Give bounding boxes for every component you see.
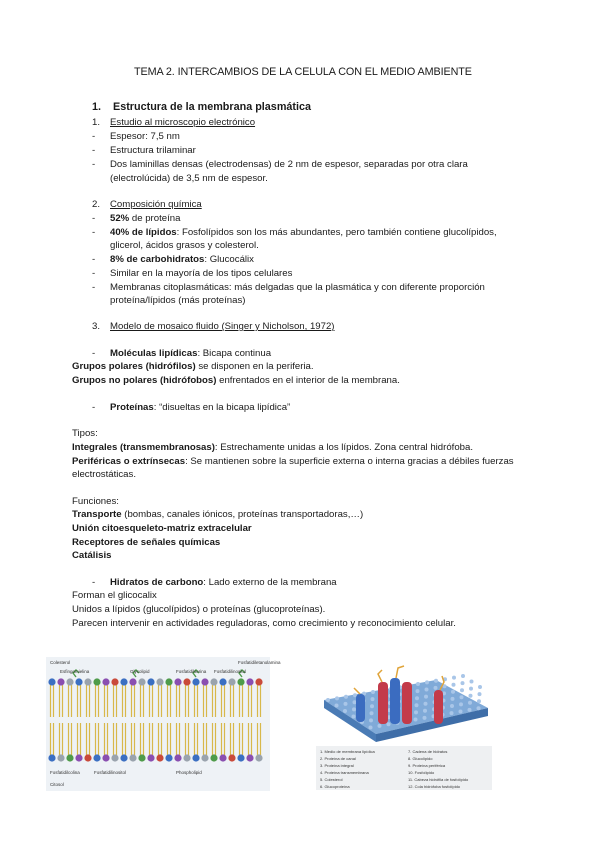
lipid-head-dot [370, 704, 374, 708]
bullet-dash: - [92, 268, 96, 279]
list-item [110, 254, 254, 265]
lipid-head [219, 678, 226, 685]
lipid-head-dot [371, 697, 375, 701]
fig1-label: Citosol [50, 782, 64, 787]
section-number: 1. [92, 101, 102, 113]
paragraph-line: Parecen intervenir en actividades reguladoras, como crecimiento y reconocimiento celular. [72, 618, 456, 629]
page-title: TEMA 2. INTERCAMBIOS DE LA CELULA CON EL MEDIO AMBIENTE [134, 66, 472, 78]
lipids-line [110, 348, 271, 359]
lipid-head-dot [369, 718, 373, 722]
lipid-head-dot [425, 688, 429, 692]
lipid-head [228, 678, 235, 685]
bullet-dash: - [92, 159, 96, 170]
lipid-head [165, 754, 172, 761]
lipid-head [120, 754, 127, 761]
lipid-head [84, 754, 91, 761]
lipid-head [66, 754, 73, 761]
text: se disponen en la periferia. [195, 361, 314, 372]
lipid-head [192, 754, 199, 761]
legend-item: 4. Proteína transmembrana [320, 770, 369, 775]
bold-text: Grupos polares (hidrófilos) [72, 361, 196, 372]
protein-shape [402, 682, 412, 724]
paragraph-line [72, 375, 400, 386]
lipid-head [210, 678, 217, 685]
fig1-label: Phospholipid [176, 770, 202, 775]
lipid-head [255, 678, 262, 685]
lipid-head [102, 754, 109, 761]
lipid-head [66, 678, 73, 685]
lipid-head [111, 678, 118, 685]
lipid-head-dot [460, 695, 464, 699]
paragraph-line: Catálisis [72, 550, 112, 561]
legend-item: 9. Proteína periférica [408, 763, 446, 768]
bullet-dash: - [92, 227, 96, 238]
legend-item: 10. Fosfolípido [408, 770, 435, 775]
lipid-head-dot [414, 710, 418, 714]
lipid-head [48, 754, 55, 761]
lipid-head-dot [461, 681, 465, 685]
paragraph-line: Unidos a lípidos (glucolípidos) o proteínas (glucoproteínas). [72, 604, 326, 615]
bold-text: 40% de lípidos [110, 227, 177, 238]
paragraph-line: Unión citoesqueleto-matriz extracelular [72, 523, 252, 534]
lipid-head-dot [352, 715, 356, 719]
lipid-head [255, 754, 262, 761]
legend-item: 8. Glucolípido [408, 756, 433, 761]
bold-text: Integrales (transmembranosas) [72, 442, 215, 453]
text: : Se mantienen sobre la superficie externa o interna gracias a débiles fuerzas [185, 456, 514, 467]
lipid-head-dot [451, 690, 455, 694]
fig1-label: Fosfatidilcolina [50, 770, 80, 775]
lipid-head [174, 754, 181, 761]
lipid-head-dot [460, 688, 464, 692]
lipid-head-dot [424, 695, 428, 699]
lipid-head-dot [425, 680, 429, 684]
list-item-continuation: proteína/lípidos (más proteínas) [110, 295, 246, 306]
lipid-head-dot [477, 706, 481, 710]
legend-item: 7. Cadena de hidratos [408, 749, 448, 754]
lipid-head [111, 754, 118, 761]
lipid-head [147, 678, 154, 685]
lipid-head-dot [459, 702, 463, 706]
paragraph-line [72, 361, 314, 372]
lipid-head-dot [434, 686, 438, 690]
legend-item: 11. Cabeza hidrófila de fosfolípido [408, 777, 469, 782]
membrane-3d-drawing [316, 660, 492, 748]
lipid-head-dot [414, 718, 418, 722]
fig1-label: Glycolipid [130, 669, 150, 674]
text: de proteína [129, 213, 181, 224]
legend-item: 12. Cola hidrófoba fosfolípido [408, 784, 461, 789]
lipid-head-dot [416, 682, 420, 686]
lipid-head-dot [335, 696, 339, 700]
lipid-head [102, 678, 109, 685]
lipid-head [165, 678, 172, 685]
text: : “disueltas en la bicapa lipídica” [153, 402, 291, 413]
lipid-head-dot [477, 699, 481, 703]
lipid-head [138, 754, 145, 761]
text: : Bicapa continua [197, 348, 272, 359]
lipid-head [201, 754, 208, 761]
list-item-continuation: (electrolúcida) de 3,5 nm de espesor. [110, 173, 268, 184]
lipid-head [183, 754, 190, 761]
bold-text: Periféricas o extrínsecas [72, 456, 186, 467]
lipid-head [138, 678, 145, 685]
lipid-head [48, 678, 55, 685]
text: : Fosfolípidos son los más abundantes, pero también contiene glucolípidos, [176, 227, 497, 238]
lipid-head [228, 754, 235, 761]
list-item-continuation: glicerol, ácidos grasos y colesterol. [110, 240, 259, 251]
fig1-label: Fosfatidilinositol [94, 770, 127, 775]
lipid-head-dot [470, 680, 474, 684]
lipid-head [246, 678, 253, 685]
lipid-head [129, 678, 136, 685]
lipid-head-dot [353, 700, 357, 704]
lipid-head [156, 678, 163, 685]
lipid-head-dot [326, 698, 330, 702]
fig1-label: Colesterol [50, 660, 71, 665]
lipid-head-dot [352, 707, 356, 711]
bold-text: Proteínas [110, 402, 154, 413]
bullet-dash: - [92, 131, 96, 142]
paragraph-line [72, 442, 473, 453]
lipid-head-dot [459, 710, 463, 714]
lipid-head [129, 754, 136, 761]
lipid-head-dot [416, 689, 420, 693]
lipid-head-dot [343, 709, 347, 713]
lipid-head-dot [468, 708, 472, 712]
subsection-heading: Modelo de mosaico fluido (Singer y Nicholson, 1972) [110, 321, 335, 332]
lipid-head [219, 754, 226, 761]
bold-text: Grupos no polares (hidrófobos) [72, 375, 217, 386]
subsection-number: 2. [92, 199, 101, 210]
subsection-heading: Composición química [110, 199, 202, 210]
lipid-head-dot [378, 724, 382, 728]
lipid-head [93, 754, 100, 761]
legend-item: 2. Proteína de canal [320, 756, 356, 761]
lipid-head [156, 754, 163, 761]
lipid-head-dot [335, 704, 339, 708]
bold-text: Moléculas lipídicas [110, 348, 198, 359]
lipid-head [237, 754, 244, 761]
bullet-dash: - [92, 402, 96, 413]
bold-text: 52% [110, 213, 130, 224]
paragraph-line [72, 456, 514, 467]
bold-text: 8% de carbohidratos [110, 254, 205, 265]
list-item: Similar en la mayoría de los tipos celulares [110, 268, 293, 279]
lipid-head [75, 754, 82, 761]
paragraph-line: Receptores de señales químicas [72, 537, 221, 548]
lipid-head-dot [478, 685, 482, 689]
tipos-heading: Tipos: [72, 428, 98, 439]
lipid-head [147, 754, 154, 761]
lipid-head [246, 754, 253, 761]
list-item: Dos laminillas densas (electrodensas) de 2 nm de espesor, separadas por otra clara [110, 159, 468, 170]
fig1-label: Fosfatidilinositol [214, 669, 247, 674]
carbs-line [110, 577, 337, 588]
lipid-head-dot [468, 701, 472, 705]
list-item [110, 227, 497, 238]
lipid-head-dot [450, 711, 454, 715]
fig1-label: Fosfatidiletanolamina [238, 660, 281, 665]
text: enfrentados en el interior de la membrana. [216, 375, 400, 386]
list-item: Espesor: 7,5 nm [110, 131, 180, 142]
paragraph-line: electrostáticas. [72, 469, 136, 480]
lipid-head [192, 678, 199, 685]
lipid-head-dot [424, 702, 428, 706]
bullet-dash: - [92, 254, 96, 265]
lipid-head [210, 754, 217, 761]
lipid-head-dot [371, 690, 375, 694]
lipid-head [57, 678, 64, 685]
bullet-dash: - [92, 145, 96, 156]
lipid-head-dot [423, 709, 427, 713]
bullet-dash: - [92, 577, 96, 588]
lipid-head-dot [387, 722, 391, 726]
lipid-head-dot [450, 704, 454, 708]
subsection-number: 1. [92, 117, 101, 128]
bullet-dash: - [92, 213, 96, 224]
legend-item: 6. Glucoproteína [320, 784, 350, 789]
protein-shape [356, 694, 365, 722]
protein-shape [434, 690, 443, 724]
lipid-head [75, 678, 82, 685]
lipid-head-dot [423, 716, 427, 720]
protein-shape [390, 678, 400, 724]
legend-item: 3. Proteína integral [320, 763, 354, 768]
legend-item: 5. Colesterol [320, 777, 343, 782]
subsection-heading: Estudio al microscopio electrónico [110, 117, 256, 128]
lipid-head-dot [344, 702, 348, 706]
figure-legend [316, 746, 492, 790]
lipid-bilayer-drawing [46, 657, 281, 791]
lipid-head [174, 678, 181, 685]
lipid-head [120, 678, 127, 685]
funciones-heading: Funciones: [72, 496, 119, 507]
lipid-head-dot [469, 694, 473, 698]
lipid-head-dot [344, 695, 348, 699]
lipid-head-dot [415, 703, 419, 707]
bullet-dash: - [92, 282, 96, 293]
lipid-head [84, 678, 91, 685]
proteins-line [110, 402, 290, 413]
paragraph-line: Forman el glicocalix [72, 590, 157, 601]
legend-item: 1. Medio de membrana lipídica [320, 749, 375, 754]
bullet-dash: - [92, 348, 96, 359]
lipid-head-dot [370, 711, 374, 715]
lipid-head [57, 754, 64, 761]
lipid-head-dot [469, 687, 473, 691]
lipid-head-dot [415, 696, 419, 700]
list-item: Membranas citoplasmáticas: más delgadas que la plasmática y con diferente proporción [110, 282, 485, 293]
fig1-label: Esfingomielina [60, 669, 90, 674]
subsection-number: 3. [92, 321, 101, 332]
paragraph-line [72, 509, 363, 520]
bold-text: Hidratos de carbono [110, 577, 204, 588]
bold-text: Transporte [72, 509, 122, 520]
lipid-head [183, 678, 190, 685]
lipid-head-dot [478, 692, 482, 696]
fig1-label: Fosfatidilserina [176, 669, 207, 674]
lipid-head [93, 678, 100, 685]
list-item [110, 213, 180, 224]
lipid-head-dot [451, 697, 455, 701]
lipid-head-dot [452, 676, 456, 680]
text: : Estrechamente unidas a los lípidos. Zona central hidrófoba. [214, 442, 474, 453]
lipid-head-dot [369, 726, 373, 730]
section-heading: Estructura de la membrana plasmática [113, 101, 312, 113]
text: : Lado externo de la membrana [203, 577, 337, 588]
text: : Glucocálix [204, 254, 254, 265]
lipid-head-dot [452, 683, 456, 687]
lipid-head [201, 678, 208, 685]
lipid-bilayer-figure [46, 657, 281, 791]
lipid-head [237, 678, 244, 685]
lipid-head-dot [461, 674, 465, 678]
lipid-head-dot [434, 679, 438, 683]
protein-shape [378, 682, 388, 724]
text: (bombas, canales iónicos, proteínas transportadoras,…) [121, 509, 364, 520]
list-item: Estructura trilaminar [110, 145, 196, 156]
